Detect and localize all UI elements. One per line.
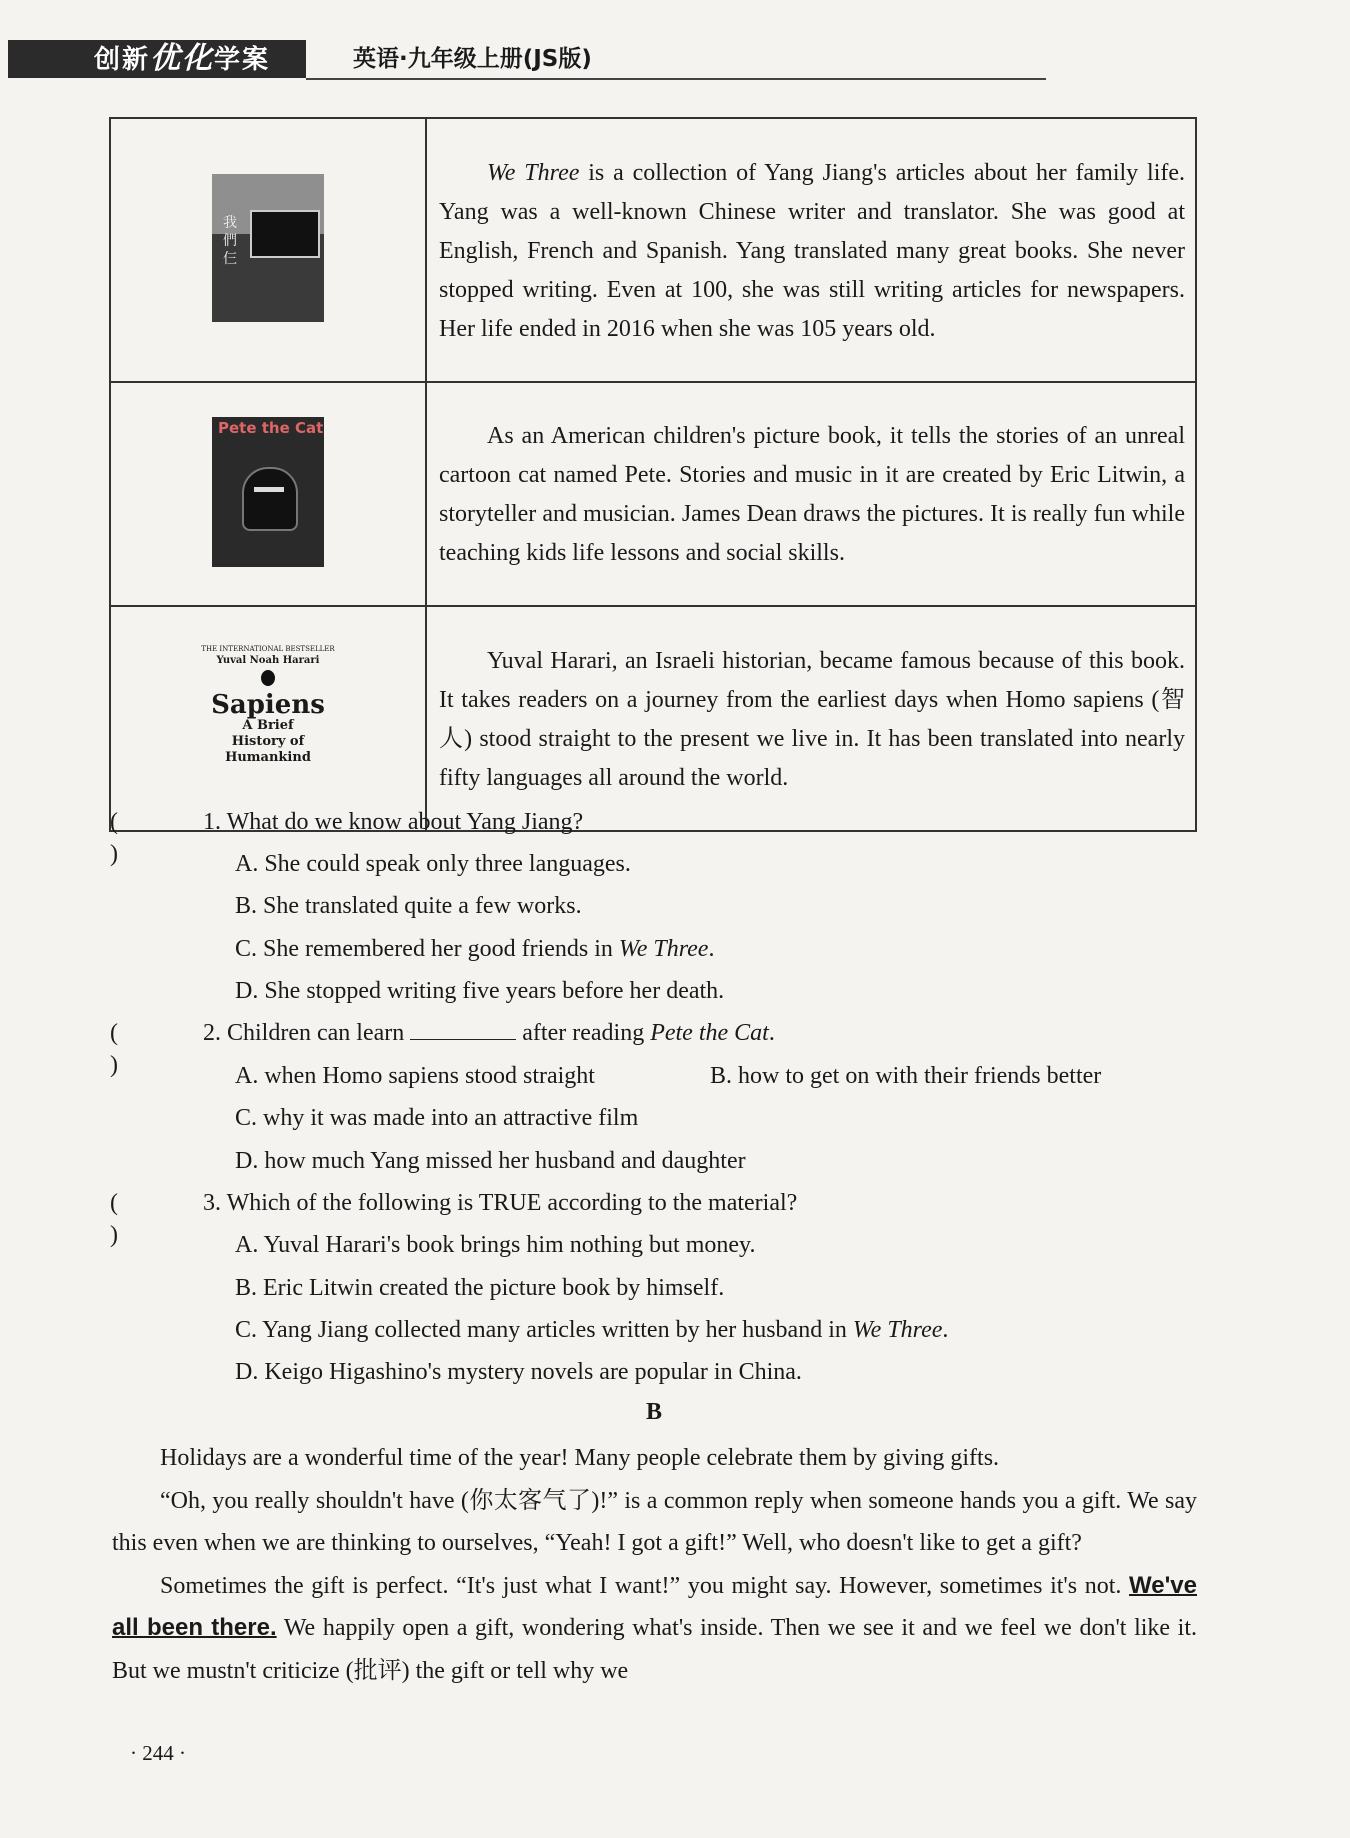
fingerprint-icon xyxy=(261,670,275,686)
option-b: B. Eric Litwin created the picture book by himself. xyxy=(235,1275,725,1301)
paragraph: Holidays are a wonderful time of the year! Many people celebrate them by giving gifts. xyxy=(160,1445,1000,1471)
reading-passage xyxy=(112,1437,1197,1692)
cover-cell xyxy=(110,118,426,382)
option-b: B. She translated quite a few works. xyxy=(235,893,582,919)
cover-cell xyxy=(110,606,426,831)
book-table xyxy=(109,117,1197,832)
book-description: Yuval Harari, an Israeli historian, became famous because of this book. It takes readers on a journey from the earliest days when Homo sapiens (智人) stood straight to the present we live in. It has been translated into nearly fifty languages all around the world. xyxy=(439,647,1185,791)
table-row xyxy=(110,118,1196,382)
question-stem: 2. Children can learn after reading Pete the Cat. xyxy=(203,1017,775,1049)
page-header xyxy=(8,40,1038,80)
we-three-cover-image: 我們仨 xyxy=(212,174,324,322)
option-c: C. Yang Jiang collected many articles written by her husband in We Three. xyxy=(235,1317,949,1343)
cover-cell xyxy=(110,382,426,606)
option-d: D. She stopped writing five years before her death. xyxy=(235,978,725,1004)
question-stem: 1. What do we know about Yang Jiang? xyxy=(203,809,584,835)
sapiens-cover-image: THE INTERNATIONAL BESTSELLER Yuval Noah Harari Sapiens A Brief History of Humankind xyxy=(201,644,335,765)
description-cell xyxy=(426,606,1196,831)
option-d: D. Keigo Higashino's mystery novels are popular in China. xyxy=(235,1359,802,1385)
option-c: C. why it was made into an attractive film xyxy=(235,1105,639,1131)
answer-blank[interactable]: ( ) xyxy=(110,1020,118,1078)
book-description: As an American children's picture book, it tells the stories of an unreal cartoon cat named Pete. Stories and music in it are created by Eric Litwin, a storyteller and musician. James Dean draws the pictures. It is really fun while teaching kids life lessons and social skills. xyxy=(439,423,1185,566)
brand-logo: 创新优化学案 xyxy=(8,40,306,78)
table-row xyxy=(110,606,1196,831)
option-c: C. She remembered her good friends in We Three. xyxy=(235,936,715,962)
book-description: We Three is a collection of Yang Jiang's articles about her family life. Yang was a well-known Chinese writer and translator. She was good at English, French and Spanish. Yang translated many great books. She never stopped writing. Even at 100, she was still writing articles for newspapers. Her life ended in 2016 when she was 105 years old. xyxy=(439,159,1185,342)
option-a: A. when Homo sapiens stood straight xyxy=(235,1063,595,1089)
description-cell xyxy=(426,382,1196,606)
option-d: D. how much Yang missed her husband and daughter xyxy=(235,1148,746,1174)
option-a: A. She could speak only three languages. xyxy=(235,851,631,877)
book-title: 英语·九年级上册(JS版) xyxy=(353,46,592,72)
answer-blank[interactable]: ( ) xyxy=(110,809,118,867)
table-row xyxy=(110,382,1196,606)
highlighted-phrase: We've all been there. xyxy=(112,1571,1197,1641)
pete-the-cat-cover-image: Pete the Cat xyxy=(212,417,324,567)
paragraph: “Oh, you really shouldn't have (你太客气了)!” is a common reply when someone hands you a gift. We say this even when we are thinking to ourselves, “Yeah! I got a gift!” Well, who doesn't like to get a gift? xyxy=(112,1487,1197,1556)
question-stem: 3. Which of the following is TRUE according to the material? xyxy=(203,1190,798,1216)
header-divider xyxy=(306,78,1046,80)
section-heading: B xyxy=(646,1399,663,1425)
fill-blank[interactable] xyxy=(410,1017,516,1040)
paragraph: Sometimes the gift is perfect. “It's just what I want!” you might say. However, sometimes it's not. We've all been there. We happily open a gift, wondering what's inside. Then we see it and we feel we don't like it. But we mustn't criticize (批评) the gift or tell why we xyxy=(112,1571,1198,1684)
option-b: B. how to get on with their friends better xyxy=(710,1063,1102,1089)
description-cell xyxy=(426,118,1196,382)
page-number: · 244 · xyxy=(130,1741,186,1765)
answer-blank[interactable]: ( ) xyxy=(110,1190,118,1248)
option-a: A. Yuval Harari's book brings him nothing but money. xyxy=(235,1232,756,1258)
